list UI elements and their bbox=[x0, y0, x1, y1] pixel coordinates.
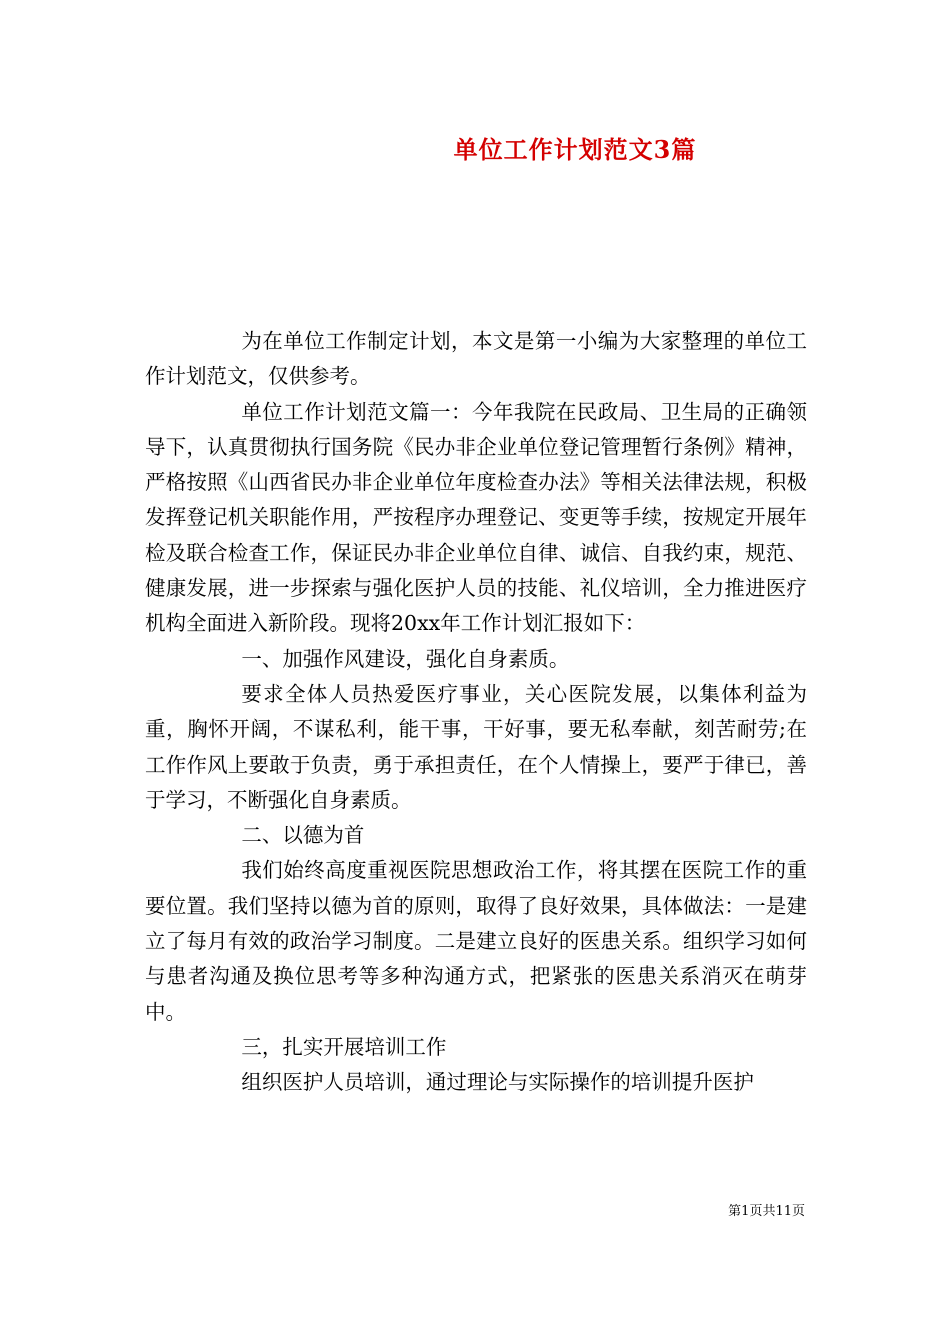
heading-section-one: 一、加强作风建设，强化自身素质。 bbox=[241, 646, 570, 671]
paragraph-plan-one: 单位工作计划范文篇一：今年我院在民政局、卫生局的正确领导下，认真贯彻执行国务院《民办非企业单位登记管理暂行条例》精神，严格按照《山西省民办非企业单位年度检查办法》等相关法律法规，积极发挥登记机关职能作用，严按程序办理登记、变更等手续，按规定开展年检及联合检查工作，保证民办非企业单位自律、诚信、自我约束，规范、健康发展，进一步探索与强化医护人员的技能、礼仪培训，全力推进医疗机构全面进入新阶段。现将20xx年工作计划汇报如下： bbox=[145, 399, 807, 636]
paragraph-section-two: 我们始终高度重视医院思想政治工作，将其摆在医院工作的重要位置。我们坚持以德为首的原则，取得了良好效果，具体做法：一是建立了每月有效的政治学习制度。二是建立良好的医患关系。组织学习如何与患者沟通及换位思考等多种沟通方式，把紧张的医患关系消灭在萌芽中。 bbox=[145, 858, 807, 1024]
heading-section-two: 二、以德为首 bbox=[241, 823, 365, 848]
page-number-footer: 第1页共11页 bbox=[728, 1204, 805, 1219]
heading-section-three: 三，扎实开展培训工作 bbox=[241, 1034, 447, 1059]
document-body bbox=[145, 324, 807, 1101]
document-title: 单位工作计划范文3篇 bbox=[453, 135, 697, 164]
paragraph-intro: 为在单位工作制定计划，本文是第一小编为大家整理的单位工作计划范文，仅供参考。 bbox=[145, 329, 807, 389]
paragraph-section-three: 组织医护人员培训，通过理论与实际操作的培训提升医护 bbox=[241, 1070, 754, 1095]
paragraph-section-one: 要求全体人员热爱医疗事业，关心医院发展，以集体利益为重，胸怀开阔，不谋私利，能干事，干好事，要无私奉献，刻苦耐劳;在工作作风上要敢于负责，勇于承担责任，在个人情操上，要严于律已，善于学习，不断强化自身素质。 bbox=[145, 681, 807, 812]
